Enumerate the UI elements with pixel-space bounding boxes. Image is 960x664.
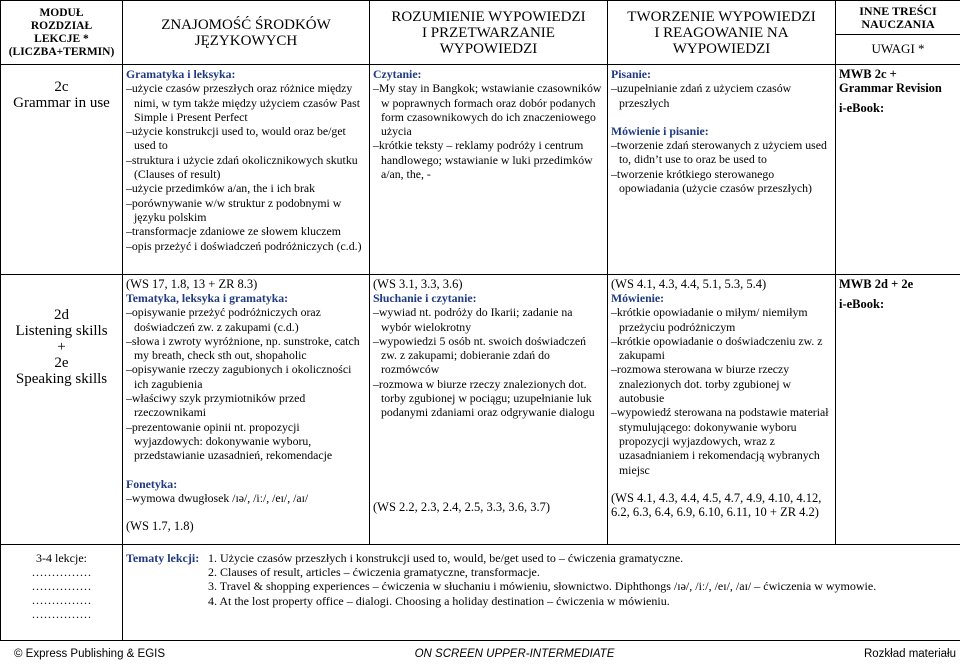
header-reception-line: WYPOWIEDZI bbox=[439, 40, 538, 57]
list-item: – słowa i zwroty wyróżnione, np. sunstroke, catch my breath, check sth out, shopaholic bbox=[126, 334, 366, 363]
topic-item: 3. Travel & shopping experiences – ćwiczenia w słuchaniu i mówieniu, słownictwo. Diphthongs /ɪə/, /iː/, /eɪ/, /aɪ/ – ćwiczenia w wymowie. bbox=[208, 579, 877, 594]
list-item: – właściwy szyk przymiotników przed rzeczownikami bbox=[126, 391, 366, 420]
lesson-title: Speaking skills bbox=[15, 371, 108, 387]
ebook-label: i-eBook: bbox=[839, 297, 885, 311]
list-item: – rozmowa w biurze rzeczy znalezionych dot. torby zgubionej w pociągu; uzupełnianie luk podanymi zdaniami oraz odgrywanie dialogu bbox=[373, 377, 604, 420]
date-blank: …………… bbox=[31, 565, 92, 579]
footer-copyright: © Express Publishing & EGIS bbox=[14, 647, 166, 660]
topic-item: 2. Clauses of result, articles – ćwiczenia gramatyczne, transformacje. bbox=[208, 565, 540, 580]
header-production bbox=[608, 1, 836, 65]
header-other bbox=[836, 1, 960, 65]
topic-row bbox=[126, 551, 957, 565]
production-cell bbox=[608, 275, 836, 545]
lesson-cell bbox=[1, 65, 123, 275]
section-heading: Słuchanie i czytanie: bbox=[373, 291, 477, 305]
list-item: – opisywanie przeżyć podróżniczych oraz doświadczeń zw. z zakupami (c.d.) bbox=[126, 305, 366, 334]
lesson-code: 2d bbox=[54, 307, 69, 323]
language-cell bbox=[123, 275, 370, 545]
reception-cell bbox=[370, 65, 608, 275]
curriculum-ref: (WS 3.1, 3.3, 3.6) bbox=[373, 277, 463, 291]
topics-label: Tematy lekcji: bbox=[126, 551, 200, 565]
topics-row bbox=[1, 545, 960, 641]
topic-item: 4. At the lost property office – dialogi. Choosing a holiday destination – ćwiczenia w mówieniu. bbox=[208, 593, 670, 608]
lesson-row-2d-2e bbox=[1, 275, 960, 545]
header-uwagi: UWAGI * bbox=[871, 40, 925, 56]
list-item: – opisywanie rzeczy zagubionych i okoliczności ich zagubienia bbox=[126, 362, 366, 391]
header-production-line: WYPOWIEDZI bbox=[672, 40, 771, 57]
date-blank: …………… bbox=[31, 579, 92, 593]
list-item: – wypowiedź sterowana na podstawie materiał stymulującego: dokonywanie wyboru propozycji wyjazdowych, wraz z uzasadnianiem i rekomendacją wybranych miejsc bbox=[611, 405, 832, 476]
list-item: – użycie konstrukcji used to, would oraz be/get used to bbox=[126, 124, 366, 153]
header-module-line: ROZDZIAŁ bbox=[30, 19, 93, 32]
uwagi-cell bbox=[836, 275, 960, 545]
page-footer bbox=[0, 643, 960, 664]
lesson-code: 2c bbox=[54, 79, 69, 95]
header-reception-line: I PRZETWARZANIE bbox=[422, 24, 555, 41]
date-blank: …………… bbox=[31, 607, 92, 621]
workbook-ref: MWB 2d + 2e bbox=[839, 277, 914, 291]
reception-cell bbox=[370, 275, 608, 545]
footer-document-title: Rozkład materiału bbox=[863, 647, 956, 660]
curriculum-ref: (WS 2.2, 2.3, 2.4, 2.5, 3.3, 3.6, 3.7) bbox=[373, 499, 551, 514]
header-module-line: (LICZBA+TERMIN) bbox=[8, 45, 115, 58]
header-language-line: JĘZYKOWYCH bbox=[194, 32, 298, 49]
section-heading: Fonetyka: bbox=[126, 476, 178, 491]
header-reception-line: ROZUMIENIE WYPOWIEDZI bbox=[391, 8, 586, 25]
list-item: – porównywanie w/w struktur z podobnymi w języku polskim bbox=[126, 196, 366, 225]
section-heading: Gramatyka i leksyka: bbox=[126, 67, 236, 81]
revision-ref: Grammar Revision bbox=[839, 81, 942, 95]
section-heading: Czytanie: bbox=[373, 67, 422, 81]
topic-row bbox=[126, 594, 957, 608]
topic-item: 1. Użycie czasów przeszłych i konstrukcji used to, would, be/get used to – ćwiczenia gramatyczne. bbox=[208, 551, 684, 565]
ebook-label: i-eBook: bbox=[839, 101, 885, 115]
section-heading: Mówienie: bbox=[611, 291, 665, 305]
section-heading: Mówienie i pisanie: bbox=[611, 123, 709, 138]
footer-course-title: ON SCREEN UPPER-INTERMEDIATE bbox=[414, 647, 615, 660]
curriculum-ref: (WS 4.1, 4.3, 4.4, 5.1, 5.3, 5.4) bbox=[611, 277, 767, 291]
header-module-line: LEKCJE * bbox=[34, 32, 89, 45]
topic-row bbox=[126, 579, 957, 593]
curriculum-ref: (WS 1.7, 1.8) bbox=[126, 519, 194, 534]
lesson-count-label: 3-4 lekcje: bbox=[36, 551, 87, 565]
curriculum-ref: (WS 4.1, 4.3, 4.4, 4.5, 4.7, 4.9, 4.10, 4.12, 6.2, 6.3, 6.4, 6.9, 6.10, 6.11, 10 + ZR 4.2) bbox=[611, 490, 822, 519]
section-heading: Tematyka, leksyka i gramatyka: bbox=[126, 291, 289, 305]
list-item: – krótkie opowiadanie o miłym/ niemiłym przeżyciu podróżniczym bbox=[611, 305, 832, 334]
list-item: – opis przeżyć i doświadczeń podróżniczych (c.d.) bbox=[126, 239, 366, 253]
lesson-title: Listening skills bbox=[15, 323, 108, 339]
list-item: – użycie przedimków a/an, the i ich brak bbox=[126, 181, 366, 195]
lesson-count-cell bbox=[1, 545, 123, 641]
list-item: – użycie czasów przeszłych oraz różnice między nimi, w tym także między użyciem czasów Past Simple i Present Perfect bbox=[126, 81, 366, 124]
list-item: – My stay in Bangkok; wstawianie czasowników w poprawnych formach oraz dobór podanych form czasownikowych do ich znaczeniowego użycia bbox=[373, 81, 604, 138]
list-item: – prezentowanie opinii nt. propozycji wyjazdowych: dokonywanie wyboru, przedstawianie uzasadnień, rekomendacje bbox=[126, 420, 366, 463]
curriculum-ref: (WS 17, 1.8, 13 + ZR 8.3) bbox=[126, 277, 258, 291]
list-item: – wymowa dwugłosek /ɪə/, /iː/, /eɪ/, /aɪ/ bbox=[126, 491, 366, 505]
header-reception bbox=[370, 1, 608, 65]
list-item: – transformacje zdaniowe ze słowem kluczem bbox=[126, 224, 366, 238]
header-other-line: INNE TREŚCI bbox=[859, 3, 937, 18]
list-item: – krótkie teksty – reklamy podróży i centrum handlowego; wstawianie w luki przedimków a/an, the, - bbox=[373, 138, 604, 181]
list-item: – krótkie opowiadanie o doświadczeniu zw. z zakupami bbox=[611, 334, 832, 363]
date-blank: …………… bbox=[31, 593, 92, 607]
list-item: – wypowiedzi 5 osób nt. swoich doświadczeń zw. z zakupami; dobieranie zdań do rozmówców bbox=[373, 334, 604, 377]
topics-cell bbox=[123, 545, 960, 641]
lesson-cell bbox=[1, 275, 123, 545]
header-other-top bbox=[836, 3, 960, 35]
header-row bbox=[1, 1, 960, 65]
list-item: – wywiad nt. podróży do Ikarii; zadanie na wybór wielokrotny bbox=[373, 305, 604, 334]
production-cell bbox=[608, 65, 836, 275]
lesson-title: Grammar in use bbox=[13, 95, 110, 111]
workbook-ref: MWB 2c + bbox=[839, 67, 897, 81]
list-item: – struktura i użycie zdań okolicznikowych skutku (Clauses of result) bbox=[126, 153, 366, 182]
list-item: – tworzenie krótkiego sterowanego opowiadania (użycie czasów przeszłych) bbox=[611, 167, 832, 196]
language-cell bbox=[123, 65, 370, 275]
header-language bbox=[123, 1, 370, 65]
header-language-line: ZNAJOMOŚĆ ŚRODKÓW bbox=[161, 16, 331, 33]
lesson-plus: + bbox=[57, 339, 66, 355]
header-production-line: I REAGOWANIE NA bbox=[654, 24, 789, 41]
header-production-line: TWORZENIE WYPOWIEDZI bbox=[627, 8, 816, 25]
lesson-row-2c bbox=[1, 65, 960, 275]
list-item: – uzupełnianie zdań z użyciem czasów przeszłych bbox=[611, 81, 832, 110]
header-module bbox=[1, 1, 123, 65]
lesson-code: 2e bbox=[54, 355, 69, 371]
uwagi-cell bbox=[836, 65, 960, 275]
header-module-line: MODUŁ bbox=[39, 6, 84, 19]
list-item: – tworzenie zdań sterowanych z użyciem used to, didn’t use to oraz be used to bbox=[611, 138, 832, 167]
list-item: – rozmowa sterowana w biurze rzeczy znalezionych dot. torby zgubionej w autobusie bbox=[611, 362, 832, 405]
header-other-line: NAUCZANIA bbox=[861, 16, 935, 31]
topic-row bbox=[126, 565, 957, 579]
section-heading: Pisanie: bbox=[611, 67, 651, 81]
